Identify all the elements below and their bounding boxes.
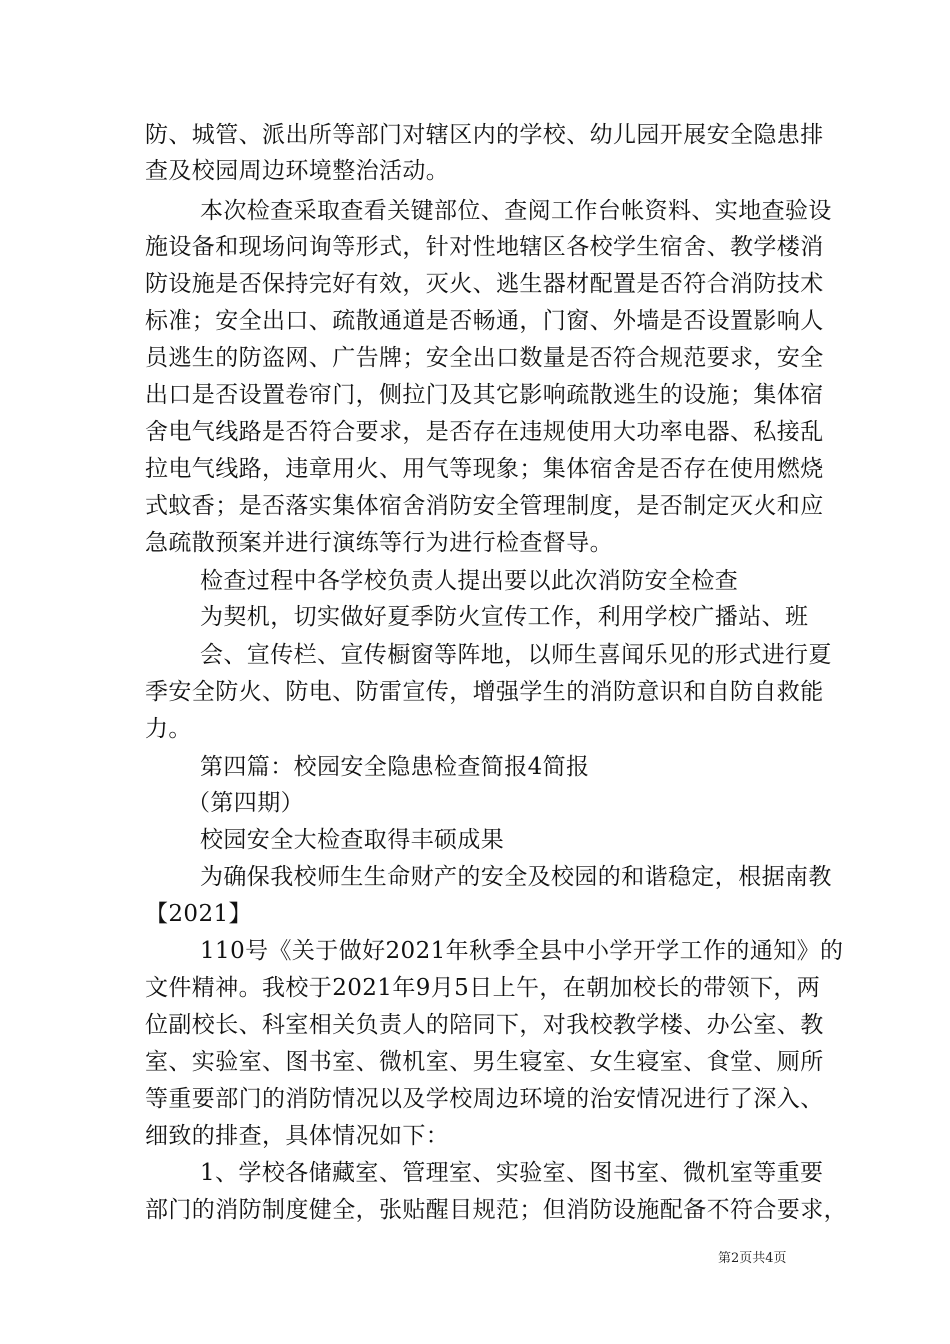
text-line: 施设备和现场问询等形式，针对性地辖区各校学生宿舍、教学楼消 bbox=[145, 234, 824, 260]
text-line: 文件精神。我校于2021年9月5日上午，在朝加校长的带领下，两 bbox=[145, 975, 821, 1001]
text-line: 会、宣传栏、宣传橱窗等阵地，以师生喜闻乐见的形式进行夏 bbox=[200, 642, 832, 668]
text-line: 拉电气线路，违章用火、用气等现象；集体宿舍是否存在使用燃烧 bbox=[145, 456, 824, 482]
text-line: 力。 bbox=[145, 716, 192, 742]
text-line: 位副校长、科室相关负责人的陪同下，对我校教学楼、办公室、教 bbox=[145, 1012, 824, 1038]
text-line: 1、学校各储藏室、管理室、实验室、图书室、微机室等重要 bbox=[200, 1160, 824, 1186]
section-heading: 第四篇：校园安全隐患检查简报4简报 bbox=[200, 754, 590, 780]
text-line: 110号《关于做好2021年秋季全县中小学开学工作的通知》的 bbox=[200, 938, 844, 964]
text-line: 本次检查采取查看关键部位、查阅工作台帐资料、实地查验设 bbox=[200, 198, 832, 224]
text-line: 防设施是否保持完好有效，灭火、逃生器材配置是否符合消防技术 bbox=[145, 271, 824, 297]
text-line: 部门的消防制度健全，张贴醒目规范；但消防设施配备不符合要求， bbox=[145, 1197, 847, 1223]
page-number: 第2页共4页 bbox=[718, 1251, 787, 1266]
text-line: 式蚊香；是否落实集体宿舍消防安全管理制度，是否制定灭火和应 bbox=[145, 493, 824, 519]
text-line: 防、城管、派出所等部门对辖区内的学校、幼儿园开展安全隐患排 bbox=[145, 122, 824, 148]
text-line: 出口是否设置卷帘门，侧拉门及其它影响疏散逃生的设施；集体宿 bbox=[145, 382, 824, 408]
text-line: 舍电气线路是否符合要求，是否存在违规使用大功率电器、私接乱 bbox=[145, 419, 824, 445]
text-line: 细致的排查，具体情况如下： bbox=[145, 1123, 450, 1149]
text-line: 员逃生的防盗网、广告牌；安全出口数量是否符合规范要求，安全 bbox=[145, 345, 824, 371]
text-line: 查及校园周边环境整治活动。 bbox=[145, 158, 450, 184]
text-line: 标准；安全出口、疏散通道是否畅通，门窗、外墙是否设置影响人 bbox=[145, 308, 824, 334]
text-line: 【2021】 bbox=[145, 901, 252, 927]
text-line: 室、实验室、图书室、微机室、男生寝室、女生寝室、食堂、厕所 bbox=[145, 1049, 824, 1075]
text-line: 季安全防火、防电、防雷宣传，增强学生的消防意识和自防自救能 bbox=[145, 679, 824, 705]
text-line: 为确保我校师生生命财产的安全及校园的和谐稳定，根据南教 bbox=[200, 864, 832, 890]
report-title: 校园安全大检查取得丰硕成果 bbox=[200, 827, 505, 853]
text-line: 急疏散预案并进行演练等行为进行检查督导。 bbox=[145, 530, 613, 556]
text-line: 为契机，切实做好夏季防火宣传工作，利用学校广播站、班 bbox=[200, 604, 809, 630]
text-line: 检查过程中各学校负责人提出要以此次消防安全检查 bbox=[200, 568, 739, 594]
text-line: 等重要部门的消防情况以及学校周边环境的治安情况进行了深入、 bbox=[145, 1086, 824, 1112]
issue-number: （第四期） bbox=[187, 790, 304, 816]
